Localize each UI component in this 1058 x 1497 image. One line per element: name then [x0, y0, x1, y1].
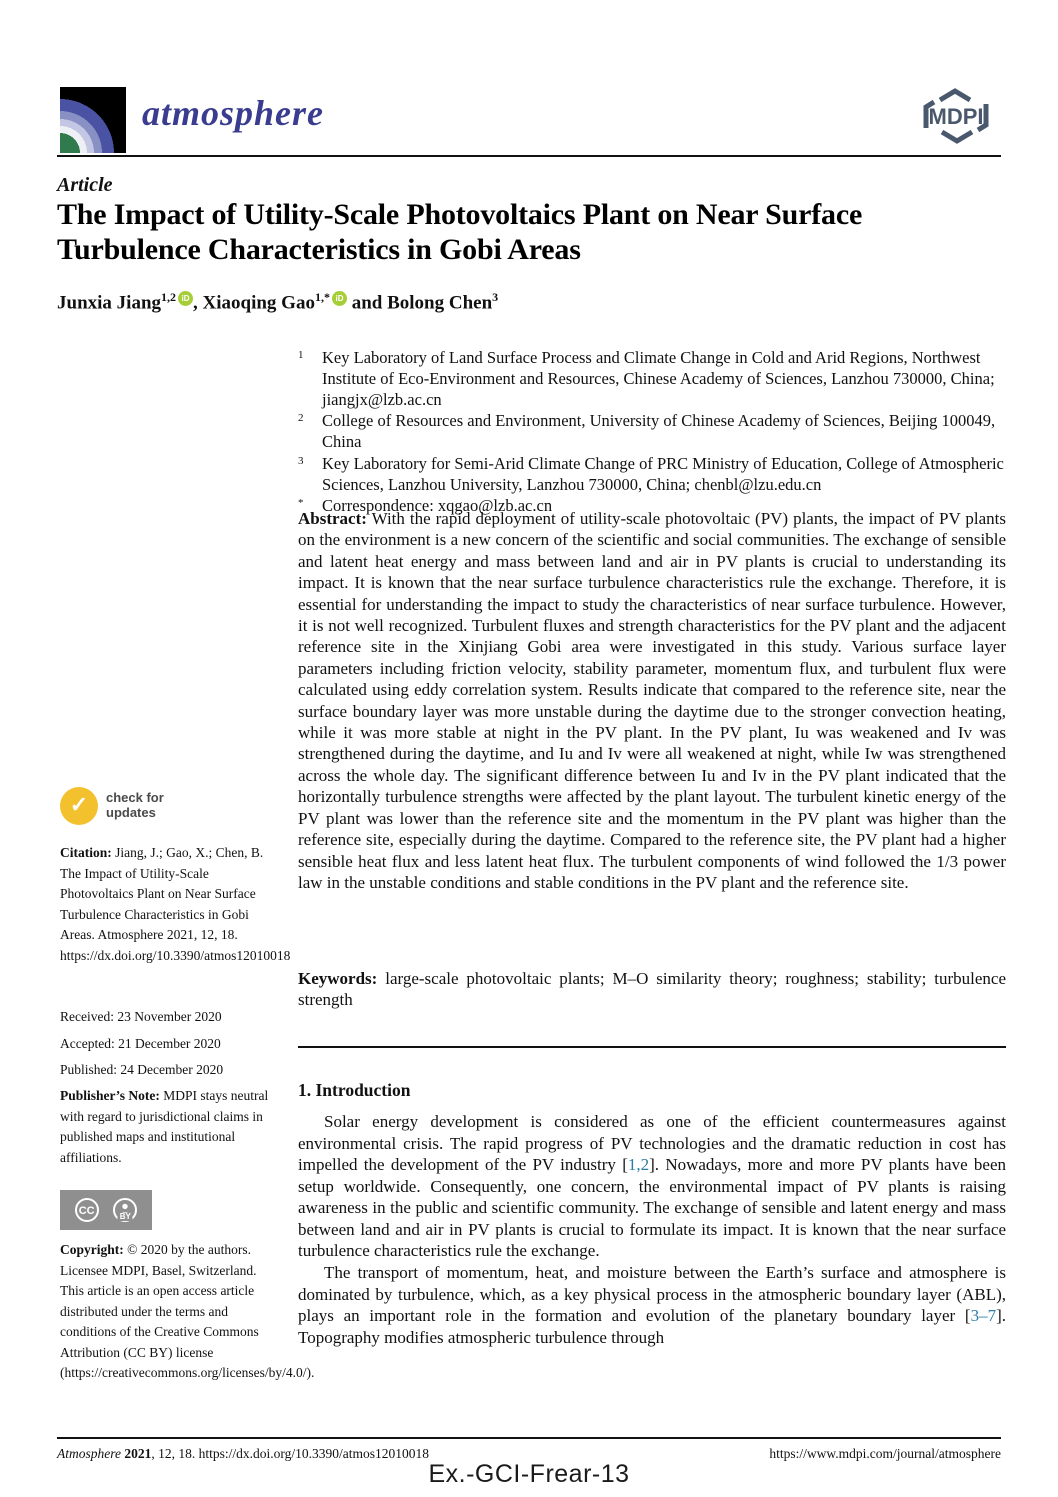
cc-icon: CC [75, 1198, 99, 1222]
header-divider [57, 155, 1001, 157]
mdpi-logo [908, 86, 1004, 151]
affiliation-marker: 1 [298, 349, 304, 361]
history-dates [60, 1007, 274, 1087]
paragraph-text: ]. Topography modifies atmospheric turbulence through [298, 1306, 1006, 1347]
published-date: Published: 24 December 2020 [60, 1062, 224, 1078]
intro-paragraph-2 [298, 1262, 1006, 1348]
copyright-text: © 2020 by the authors. Licensee MDPI, Basel, Switzerland. This article is an open access article distributed under the terms and conditions of the Creative Commons Attribution (CC BY) license (https://creativecommons.org/licenses/by/4.0/). [60, 1242, 315, 1381]
correspondence-text[interactable]: Correspondence: xqgao@lzb.ac.cn [322, 496, 553, 516]
correspondence-marker: * [298, 497, 304, 510]
affiliation-item [298, 411, 1006, 453]
copyright-label: Copyright: [60, 1242, 124, 1257]
author-affil-sup: 3 [492, 290, 499, 304]
author-affil-sup: 1,2 [161, 290, 177, 304]
mdpi-logo-icon [908, 86, 1004, 146]
introduction-section [298, 1080, 1006, 1348]
section-divider [298, 1046, 1006, 1048]
copyright-block [60, 1240, 315, 1384]
publisher-note-text: MDPI stays neutral with regard to jurisdictional claims in published maps and institutional affiliations. [60, 1088, 269, 1165]
svg-text:MDPI: MDPI [928, 104, 984, 129]
cc-by-license-badge[interactable] [60, 1190, 152, 1230]
publisher-note [60, 1086, 274, 1168]
page-title: The Impact of Utility-Scale Photovoltaics Plant on Near Surface Turbulence Characteristics in Gobi Areas [57, 198, 863, 266]
author-name: Junxia Jiang [57, 292, 162, 314]
orcid-icon[interactable]: iD [332, 291, 347, 306]
orcid-icon[interactable]: iD [178, 291, 193, 306]
publisher-note-label: Publisher’s Note: [60, 1088, 160, 1103]
affiliation-text: College of Resources and Environment, University of Chinese Academy of Sciences, Beijing 100049, China [322, 411, 996, 452]
footer-year: 2021 [121, 1446, 152, 1461]
keywords [298, 968, 1006, 1011]
footer-journal-url[interactable]: https://www.mdpi.com/journal/atmosphere [769, 1446, 1001, 1461]
author-line [57, 290, 1007, 314]
affiliation-item [298, 348, 1006, 410]
intro-paragraph-1 [298, 1111, 1006, 1262]
check-label-line2: updates [106, 805, 156, 820]
author-name: Xiaoqing Gao [202, 292, 315, 314]
keywords-label: Keywords: [298, 969, 378, 988]
check-icon: ✓ [60, 787, 98, 825]
citation-label: Citation: [60, 845, 112, 860]
affiliation-text: Key Laboratory of Land Surface Process and Climate Change in Cold and Arid Regions, Northwest Institute of Eco-Environment and Resources, Chinese Academy of Sciences, Lanzhou 730000, China; jiangjx@lzb.ac.cn [322, 348, 995, 409]
author-separator: , [193, 292, 203, 314]
check-for-updates-badge[interactable] [60, 784, 190, 828]
section-heading: 1. Introduction [298, 1080, 411, 1100]
article-type-label: Article [57, 174, 113, 196]
citation-block [60, 843, 291, 966]
citation-link[interactable]: 1,2 [627, 1155, 650, 1175]
exhibit-watermark: Ex.-GCI-Frear-13 [428, 1460, 630, 1488]
accepted-date: Accepted: 21 December 2020 [60, 1035, 221, 1051]
paragraph-text: ]. Nowadays, more and more PV plants have been setup worldwide. Consequently, one concern, the environmental impact of PV plants is raising awareness in the public and scientific community. The exchange of sensible and latent energy and mass between land and air in PV plants is crucial to formulate its impact. It is known that the near surface turbulence characteristics rule the exchange. [298, 1155, 1006, 1261]
received-date: Received: 23 November 2020 [60, 1009, 222, 1024]
abstract [298, 508, 1006, 893]
check-for-updates-label [106, 791, 164, 821]
paragraph-text: The transport of momentum, heat, and moisture between the Earth’s surface and atmosphere is dominated by turbulence, which, as a key physical process in the atmospheric boundary layer (ABL), plays an important role in the formation and evolution of the planetary boundary layer [ [298, 1263, 1006, 1326]
affiliation-marker: 2 [298, 412, 304, 425]
footer-doi[interactable]: , 12, 18. https://dx.doi.org/10.3390/atmos12010018 [151, 1446, 430, 1461]
paragraph-text: Solar energy development is considered as one of the efficient countermeasures against environmental crisis. The rapid progress of PV technologies and the dramatic reduction in cost has impelled the development of the PV industry [ [298, 1112, 1006, 1175]
citation-link[interactable]: 3–7 [970, 1306, 997, 1326]
affiliation-marker: 3 [298, 454, 304, 467]
affiliations [298, 348, 1006, 518]
affiliation-text: Key Laboratory for Semi-Arid Climate Change of PRC Ministry of Education, College of Atmospheric Sciences, Lanzhou University, Lanzhou 730000, China; chenbl@lzu.edu.cn [322, 453, 1004, 494]
keywords-text: large-scale photovoltaic plants; M–O similarity theory; roughness; stability; turbulence strength [298, 969, 1007, 1010]
author-affil-sup: 1,* [314, 290, 330, 304]
check-label-line1: check for [106, 790, 164, 806]
by-label: BY [119, 1212, 131, 1221]
affiliation-item [298, 454, 1006, 496]
citation-text: Jiang, J.; Gao, X.; Chen, B. The Impact of Utility-Scale Photovoltaics Plant on Near Surface Turbulence Characteristics in Gobi Areas. Atmosphere 2021, 12, 18. https://dx.doi.org/10.3390/atmos12010018 [60, 845, 291, 963]
abstract-text: With the rapid deployment of utility-scale photovoltaic (PV) plants, the impact of PV plants on the environment is a new concern of the scientific and social communities. The exchange of sensible and latent heat energy and mass between land and air in PV plants is crucial to understanding its impact. It is known that the near surface turbulence characteristics rule the exchange. Therefore, it is essential for understanding the impact to study the characteristics of near surface turbulence. However, it is not well recognized. Turbulent fluxes and strength characteristics for the PV plant and the adjacent reference site in the Xinjiang Gobi area were investigated in this study. Various surface layer parameters including friction velocity, stability parameter, momentum flux, and turbulent flux were calculated using eddy correlation system. Results indicate that compared to the reference site, near the surface boundary layer was more unstable during the daytime due to the stronger convection heating, while it was more stable at night in the PV plant. In the PV plant, Iu was weakened and Iv was strengthened during the daytime, and Iu and Iv were all weakened at night, while Iw was strengthened across the whole day. The significant difference between Iu and Iv in the PV plant indicated that the horizontally turbulence strengths were affected by the plant layout. The turbulent kinetic energy of the PV plant was lower than the reference site and the momentum in the PV plant was higher than the reference site, especially during the daytime. Compared to the reference site, the PV plant had a higher sensible heat flux and less latent heat flux. The turbulent components of wind followed the 1/3 power law in the unstable conditions and stable conditions in the PV plant and the reference site. [298, 509, 1006, 892]
author-name: Bolong Chen [387, 292, 493, 314]
abstract-label: Abstract: [298, 509, 367, 528]
journal-name: atmosphere [142, 93, 325, 133]
footer-journal-name: Atmosphere [57, 1446, 121, 1461]
author-separator: and [346, 292, 388, 314]
footer-divider [57, 1437, 1001, 1439]
person-icon [113, 1198, 137, 1222]
atmosphere-logo-icon [60, 87, 126, 153]
